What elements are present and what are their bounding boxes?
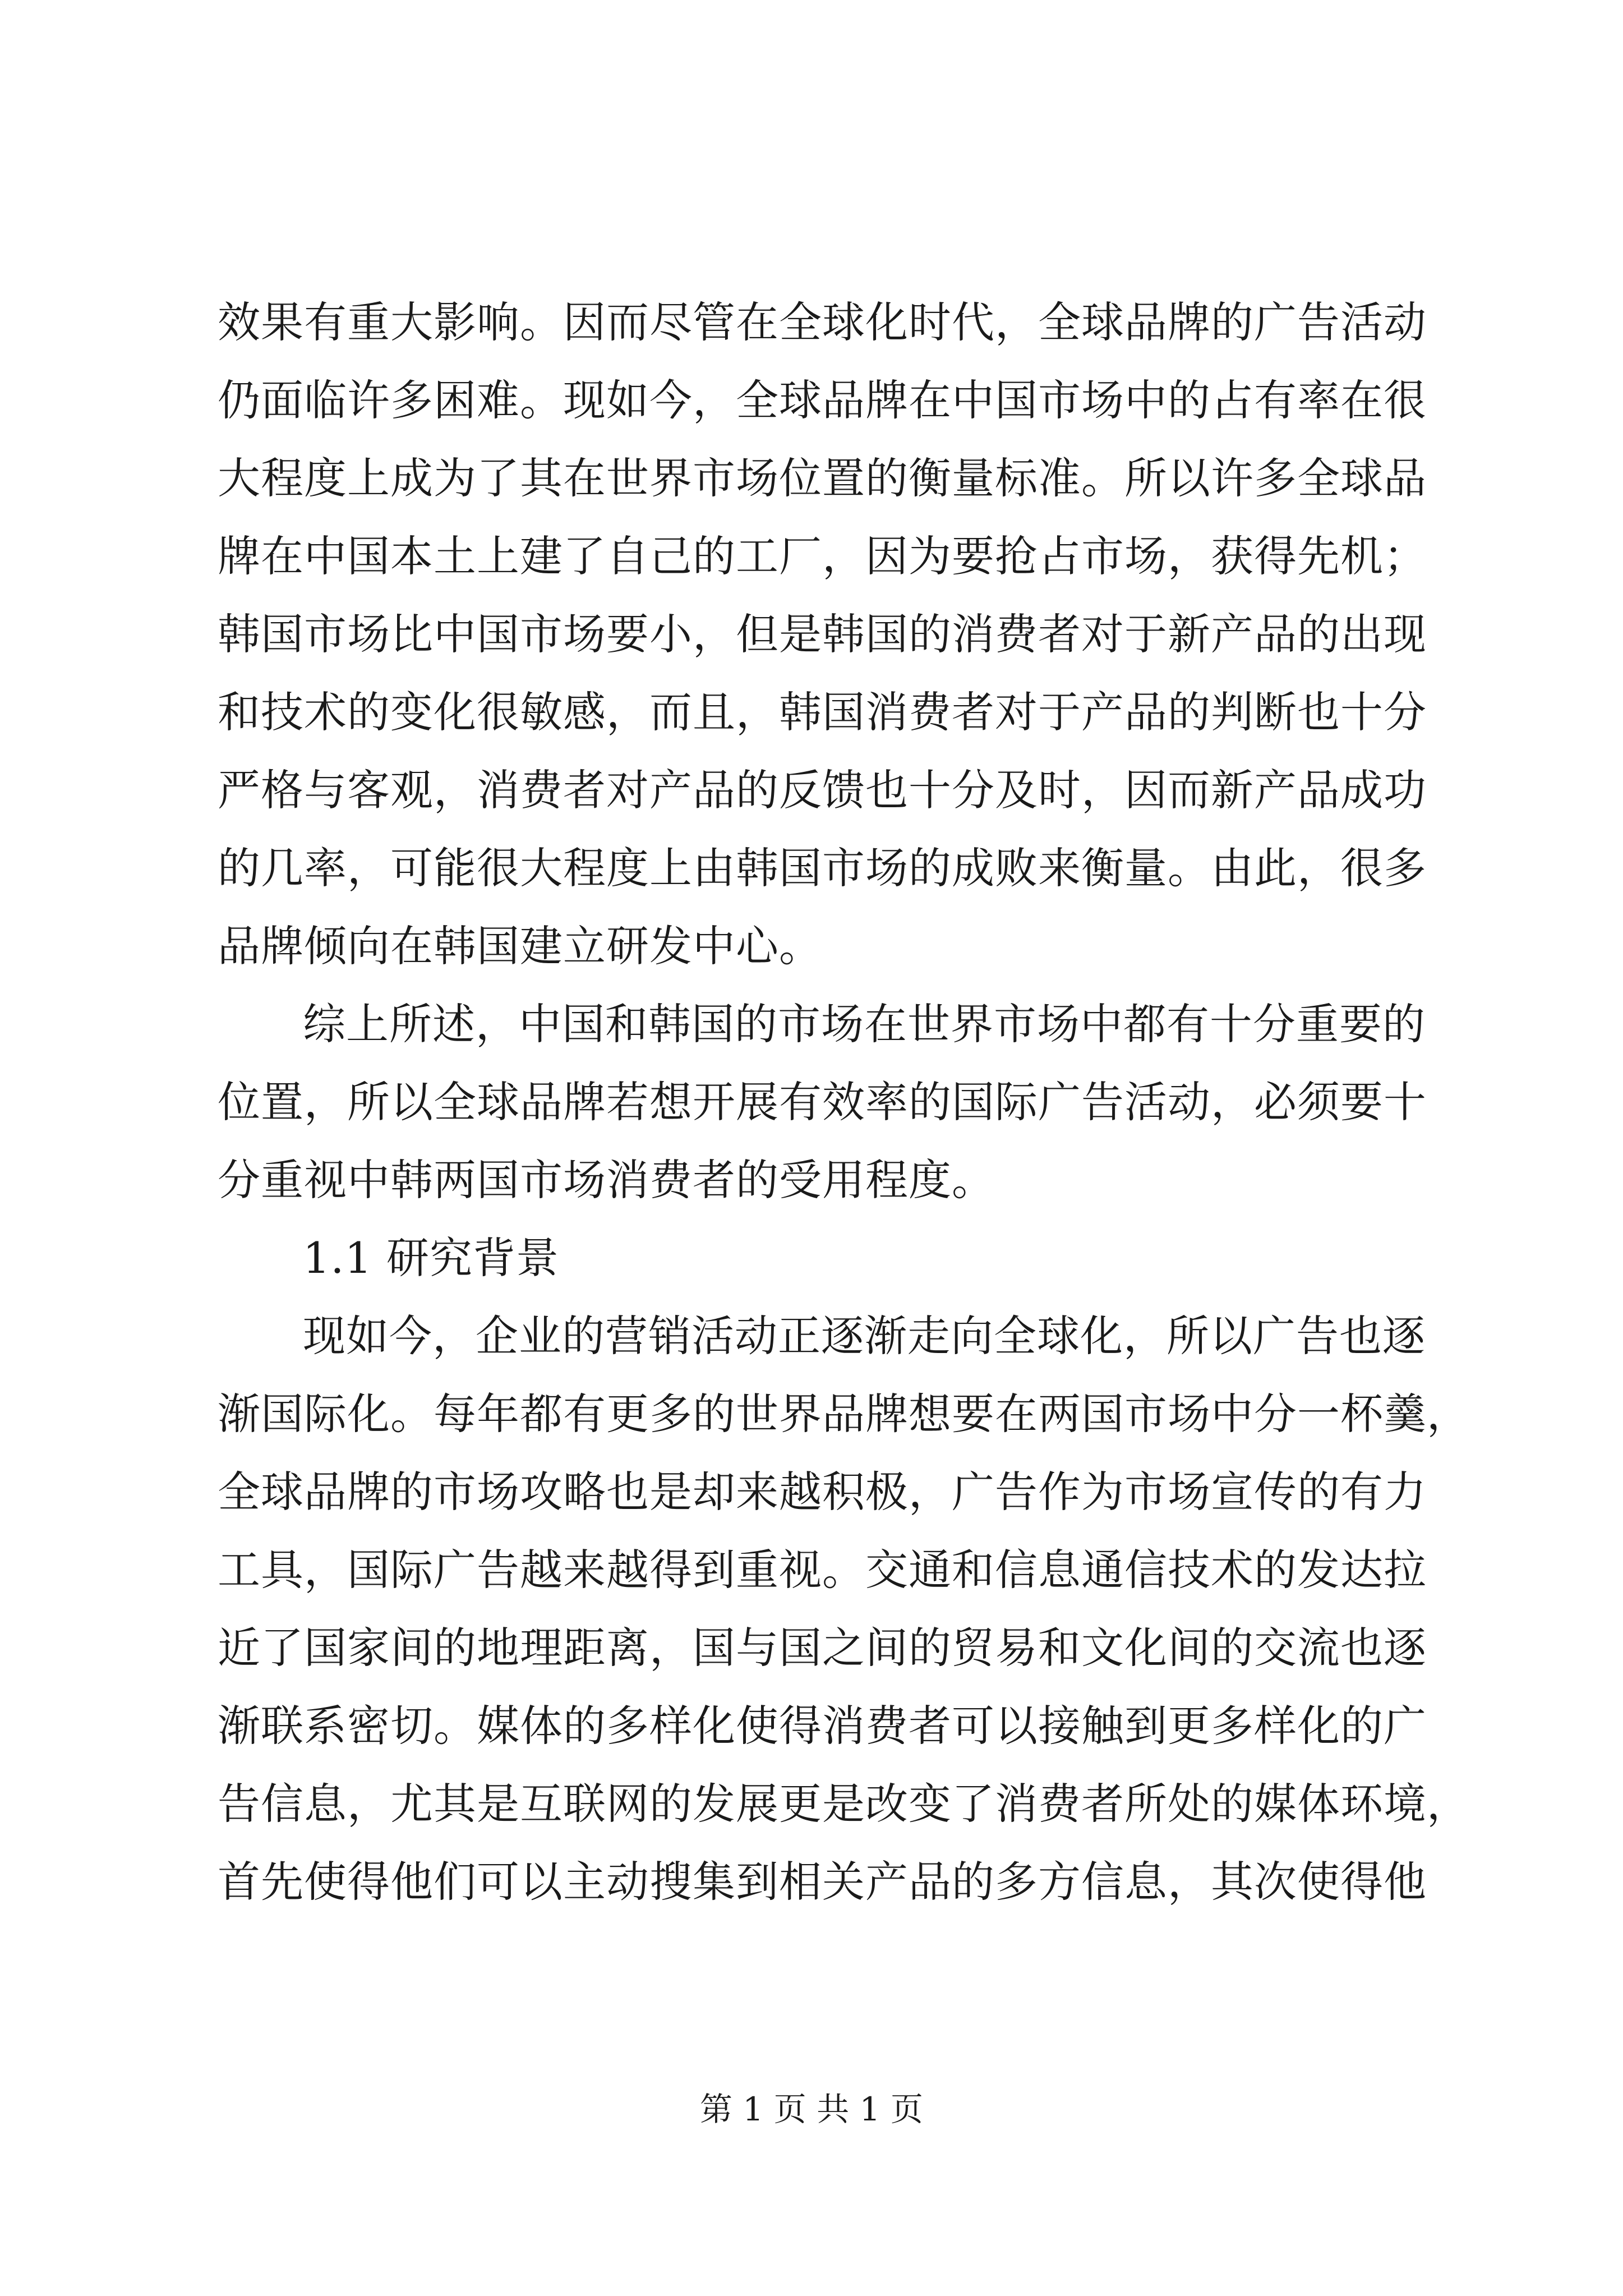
text-line: 分重视中韩两国市场消费者的受用程度。 [218,1155,995,1205]
text-line: 严格与客观，消费者对产品的反馈也十分及时，因而新产品成功 [218,765,1427,815]
text-line: 渐联系密切。媒体的多样化使得消费者可以接触到更多样化的广 [218,1701,1427,1751]
text-line: 大程度上成为了其在世界市场位置的衡量标准。所以许多全球品 [218,453,1427,503]
text-line: 和技术的变化很敏感，而且，韩国消费者对于产品的判断也十分 [218,687,1427,737]
paragraph-first-line: 综上所述，中国和韩国的市场在世界市场中都有十分重要的 [303,999,1426,1049]
text-line: 韩国市场比中国市场要小，但是韩国的消费者对于新产品的出现 [218,609,1427,659]
text-line: 的几率，可能很大程度上由韩国市场的成败来衡量。由此，很多 [218,843,1427,893]
text-line: 工具，国际广告越来越得到重视。交通和信息通信技术的发达拉 [218,1545,1427,1595]
paragraph-first-line: 现如今，企业的营销活动正逐渐走向全球化，所以广告也逐 [303,1311,1426,1361]
section-heading: 1.1 研究背景 [303,1233,560,1283]
text-line: 仍面临许多困难。现如今，全球品牌在中国市场中的占有率在很 [218,375,1427,425]
page-footer: 第 1 页 共 1 页 [700,2090,923,2128]
text-line: 近了国家间的地理距离，国与国之间的贸易和文化间的交流也逐 [218,1623,1427,1673]
text-line: 位置，所以全球品牌若想开展有效率的国际广告活动，必须要十 [218,1077,1427,1127]
text-line: 牌在中国本土上建了自己的工厂，因为要抢占市场，获得先机； [218,531,1427,581]
text-line: 首先使得他们可以主动搜集到相关产品的多方信息，其次使得他 [218,1857,1427,1907]
text-line: 全球品牌的市场攻略也是却来越积极，广告作为市场宣传的有力 [218,1467,1427,1517]
text-line: 告信息，尤其是互联网的发展更是改变了消费者所处的媒体环境， [218,1779,1470,1829]
text-line: 效果有重大影响。因而尽管在全球化时代，全球品牌的广告活动 [218,297,1427,347]
text-line: 渐国际化。每年都有更多的世界品牌想要在两国市场中分一杯羹， [218,1389,1470,1439]
text-line: 品牌倾向在韩国建立研发中心。 [218,921,822,971]
